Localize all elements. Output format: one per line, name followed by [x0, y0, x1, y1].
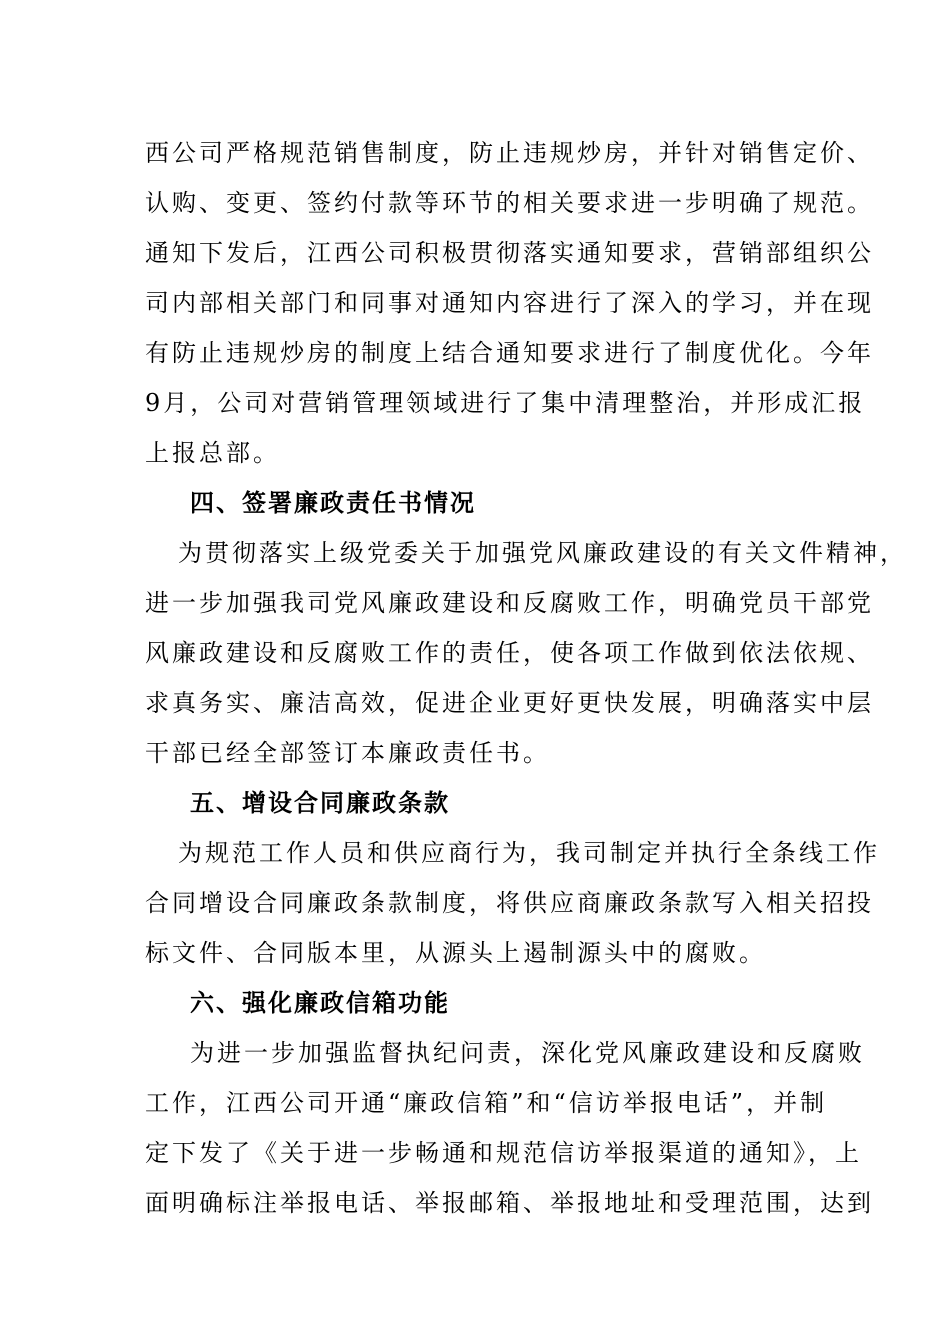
- text-line: 进一步加强我司党风廉政建设和反腐败工作，明确党员干部党: [145, 589, 874, 617]
- text-line: 标文件、合同版本里，从源头上遏制源头中的腐败。: [145, 939, 766, 967]
- text-line: 西公司严格规范销售制度，防止违规炒房，并针对销售定价、: [145, 139, 874, 167]
- text-line: 有防止违规炒房的制度上结合通知要求进行了制度优化。今年: [145, 339, 874, 367]
- text-line: 上报总部。: [145, 439, 280, 467]
- text-line: 定下发了《关于进一步畅通和规范信访举报渠道的通知》，上: [145, 1139, 862, 1167]
- text-line: 求真务实、廉洁高效，促进企业更好更快发展，明确落实中层: [145, 689, 874, 717]
- text-line: 为贯彻落实上级党委关于加强党风廉政建设的有关文件精神，: [178, 539, 907, 567]
- text-line: 面明确标注举报电话、举报邮箱、举报地址和受理范围，达到: [145, 1189, 874, 1217]
- section-heading-4: 四、签署廉政责任书情况: [190, 489, 476, 517]
- text-line: 为规范工作人员和供应商行为，我司制定并执行全条线工作: [178, 839, 880, 867]
- text-line: 司内部相关部门和同事对通知内容进行了深入的学习，并在现: [145, 289, 874, 317]
- text-line: 认购、变更、签约付款等环节的相关要求进一步明确了规范。: [145, 189, 874, 217]
- section-heading-5: 五、增设合同廉政条款: [190, 789, 450, 817]
- text-line: 风廉政建设和反腐败工作的责任，使各项工作做到依法依规、: [145, 639, 874, 667]
- text-line: 9月，公司对营销管理领域进行了集中清理整治，并形成汇报: [145, 389, 866, 417]
- section-heading-6: 六、强化廉政信箱功能: [190, 989, 450, 1017]
- text-line: 为进一步加强监督执纪问责，深化党风廉政建设和反腐败: [190, 1039, 865, 1067]
- text-line: 工作，江西公司开通“廉政信箱”和“信访举报电话”，并制: [145, 1089, 828, 1117]
- text-line: 干部已经全部签订本廉政责任书。: [145, 739, 550, 767]
- text-line: 通知下发后，江西公司积极贯彻落实通知要求，营销部组织公: [145, 239, 874, 267]
- text-line: 合同增设合同廉政条款制度，将供应商廉政条款写入相关招投: [145, 889, 874, 917]
